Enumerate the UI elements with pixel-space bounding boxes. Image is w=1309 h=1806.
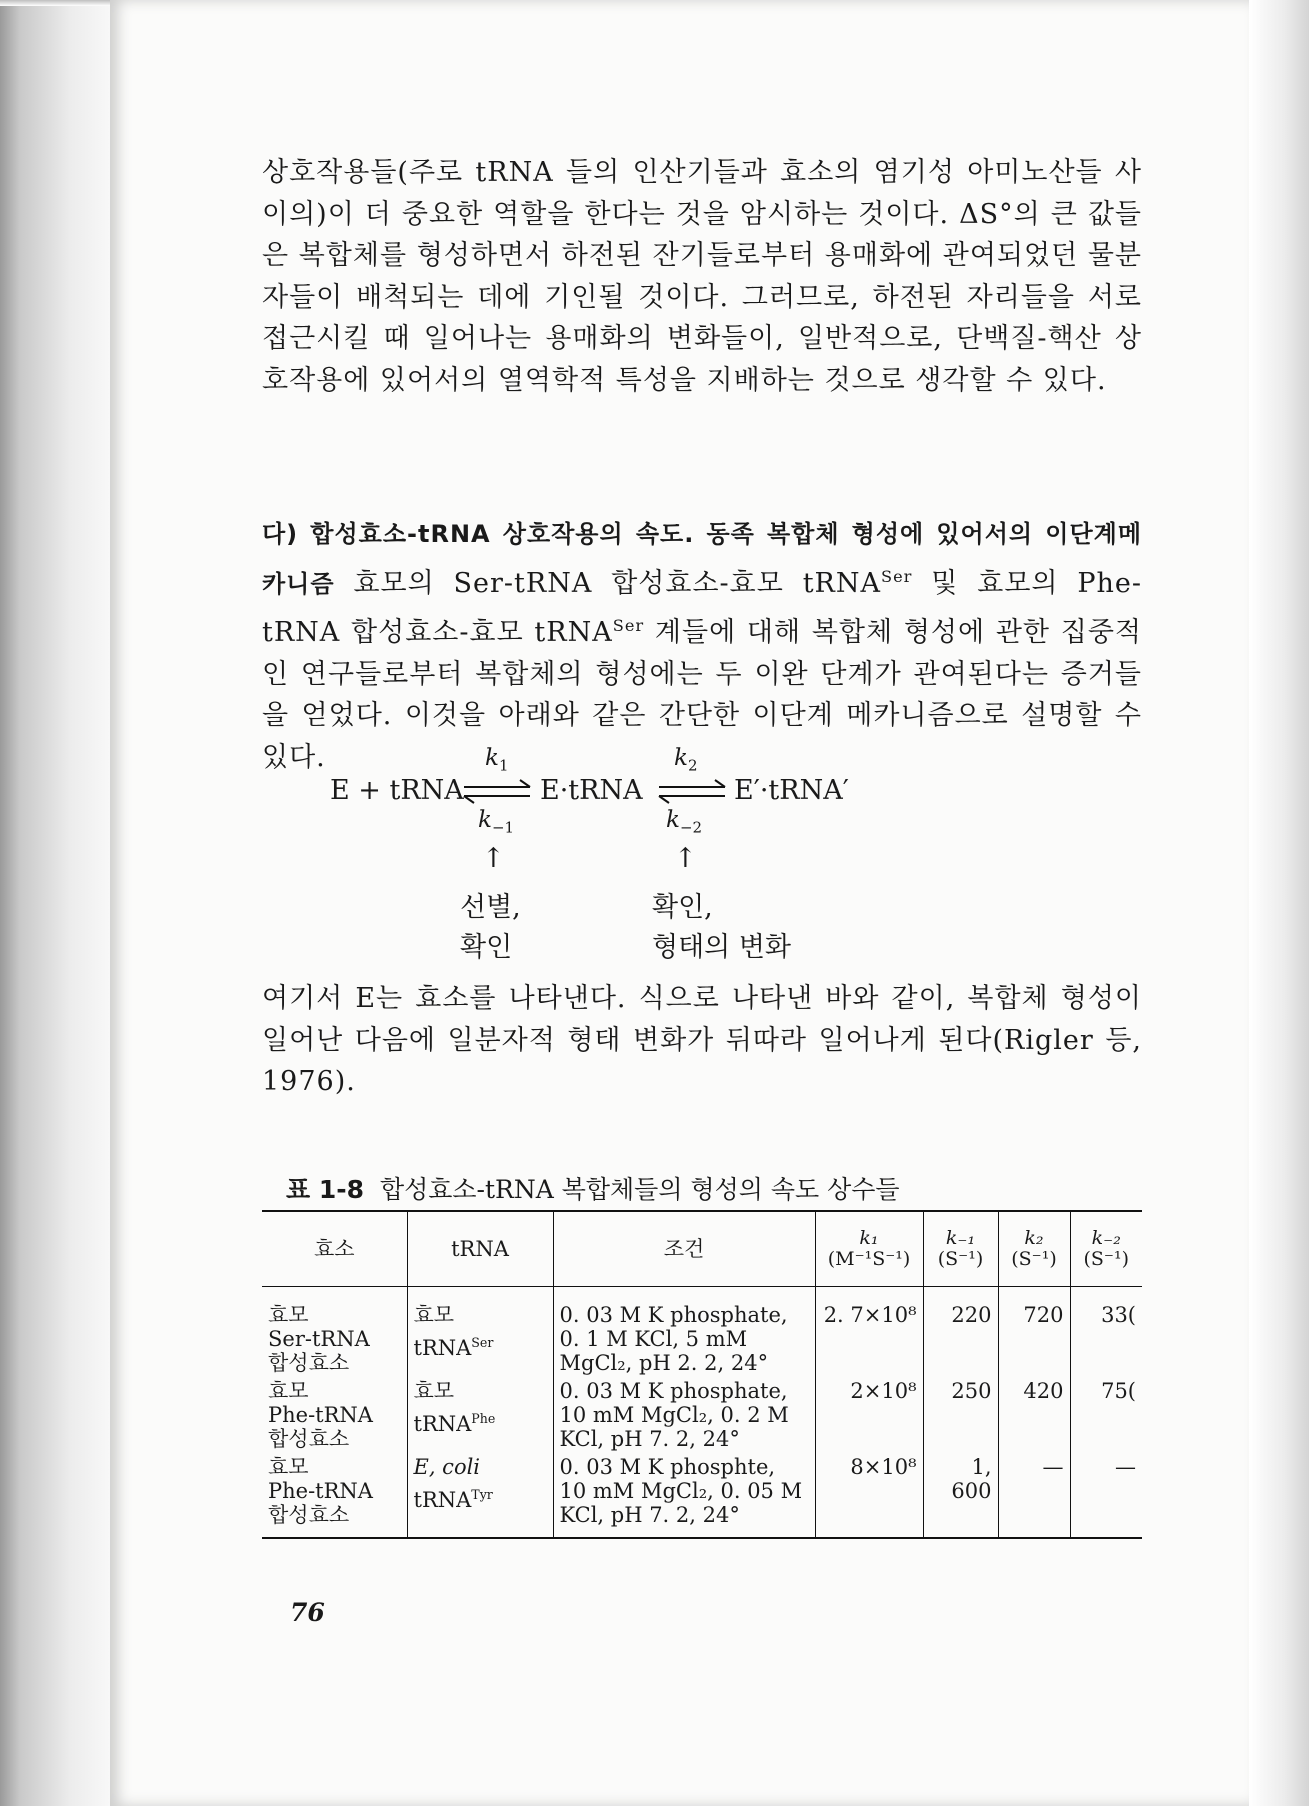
header-k2: k₂ (S⁻¹) [998,1211,1070,1287]
paragraph-two-step-mechanism [262,513,1142,778]
table-row [262,1453,1142,1538]
equilibrium-arrow-1 [460,779,536,805]
cell-k2: 720 [998,1287,1070,1378]
cell-k2: — [998,1453,1070,1538]
cell-k-minus-1: 220 [923,1287,998,1378]
cell-trna: 효모 tRNA$^{Phe}$ [407,1377,553,1453]
note-selection: 선별, [460,892,521,923]
note-conformational-change: 형태의 변화 [652,932,791,963]
cell-enzyme: 효모 Ser-tRNA 합성효소 [268,1303,370,1375]
table-row [262,1377,1142,1453]
cell-conditions: 0. 03 M K phosphte, 10 mM MgCl₂, 0. 05 M KCl, pH 7. 2, 24° [553,1453,815,1538]
book-spine-shadow [0,0,110,1806]
section-heading: 다) 합성효소-tRNA 상호작용의 속도. 동족 복합체 형성에 있어서의 이단계메카니즘 [262,520,1142,598]
cell-k-minus-1: 1, 600 [923,1453,998,1538]
paragraph-thermodynamics: 상호작용들(주로 tRNA 들의 인산기들과 효소의 염기성 아미노산들 사이의)이 더 중요한 역할을 한다는 것을 암시하는 것이다. ΔS°의 큰 값들은 복합체를 형성하면서 하전된 잔기들로부터 용매화에 관여되었던 물분자들이 배척되는 데에 기인될 것이다. 그러므로, 하전된 자리들을 서로 접근시킬 때 일어나는 용매화의 변화들이, 일반적으로, 단백질-핵산 상호작용에 있어서의 열역학적 특성을 지배하는 것으로 생각할 수 있다. [262,157,1142,396]
header-enzyme: 효소 [262,1211,407,1287]
scheme-reactants: E + tRNA [330,775,464,806]
rate-constants-table [262,1210,1142,1539]
cell-k2: 420 [998,1377,1070,1453]
cell-k1: 2×10⁸ [815,1377,923,1453]
table-caption [286,1170,900,1206]
cell-k-minus-1: 250 [923,1377,998,1453]
cell-k-minus-2: 75( [1070,1377,1142,1453]
up-arrow-1: ↑ [482,843,505,874]
k2-label: $k_2$ [674,745,698,775]
paragraph-2-part-b: 및 효모의 Phe-tRNA 합성효소-효모 tRNA [262,567,1142,648]
header-k-minus-1: k₋₁ (S⁻¹) [923,1211,998,1287]
header-trna: tRNA [407,1211,553,1287]
scheme-intermediate: E·tRNA [540,775,643,806]
cell-conditions: 0. 03 M K phosphate, 10 mM MgCl₂, 0. 2 M KCl, pH 7. 2, 24° [553,1377,815,1453]
cell-trna: E, coli tRNA$^{Tyr}$ [407,1453,553,1538]
cell-conditions: 0. 03 M K phosphate, 0. 1 M KCl, 5 mM MgCl₂, pH 2. 2, 24° [553,1287,815,1378]
table-caption-label: 표 1-8 [286,1175,365,1204]
paragraph-explanation: 여기서 E는 효소를 나타낸다. 식으로 나타낸 바와 같이, 복합체 형성이 일어난 다음에 일분자적 형태 변화가 뒤따라 일어나게 된다(Rigler 등, 1976). [262,983,1142,1097]
paragraph-2-part-c: 계들에 대해 복합체 형성에 관한 집중적인 연구들로부터 복합체의 형성에는 두 이완 단계가 관여된다는 증거들을 얻었다. 이것을 아래와 같은 간단한 이단계 메카니즘으로 설명할 수 있다. [262,617,1142,773]
k-minus-1-label: $k_{-1}$ [478,807,515,837]
reaction-scheme [330,745,890,965]
k1-label: $k_1$ [485,745,509,775]
cell-k-minus-2: — [1070,1453,1142,1538]
cell-k-minus-2: 33( [1070,1287,1142,1378]
header-conditions: 조건 [553,1211,815,1287]
table-caption-text: 합성효소-tRNA 복합체들의 형성의 속도 상수들 [379,1175,900,1204]
k-minus-2-label: $k_{-2}$ [666,807,703,837]
equilibrium-arrow-2 [655,779,731,805]
sup-ser-2: Ser [612,616,645,635]
cell-k1: 2. 7×10⁸ [815,1287,923,1378]
table-header-row [262,1211,1142,1287]
note-confirmation: 확인 [460,932,513,963]
page-number: 76 [290,1598,325,1627]
page-right-edge [1249,0,1309,1806]
cell-enzyme: 효모 Phe-tRNA 합성효소 [268,1455,373,1527]
note-confirmation-2: 확인, [652,892,713,923]
up-arrow-2: ↑ [674,843,697,874]
paragraph-2-part-a: 효모의 Ser-tRNA 합성효소-효모 tRNA [353,567,881,599]
scheme-product: E′·tRNA′ [734,775,849,806]
sup-ser-1: Ser [881,566,913,586]
cell-enzyme: 효모 Phe-tRNA 합성효소 [268,1379,373,1451]
cell-trna: 효모 tRNA$^{Ser}$ [407,1287,553,1378]
header-k1: k₁ (M⁻¹S⁻¹) [815,1211,923,1287]
table-row [262,1287,1142,1378]
cell-k1: 8×10⁸ [815,1453,923,1538]
header-k-minus-2: k₋₂ (S⁻¹) [1070,1211,1142,1287]
